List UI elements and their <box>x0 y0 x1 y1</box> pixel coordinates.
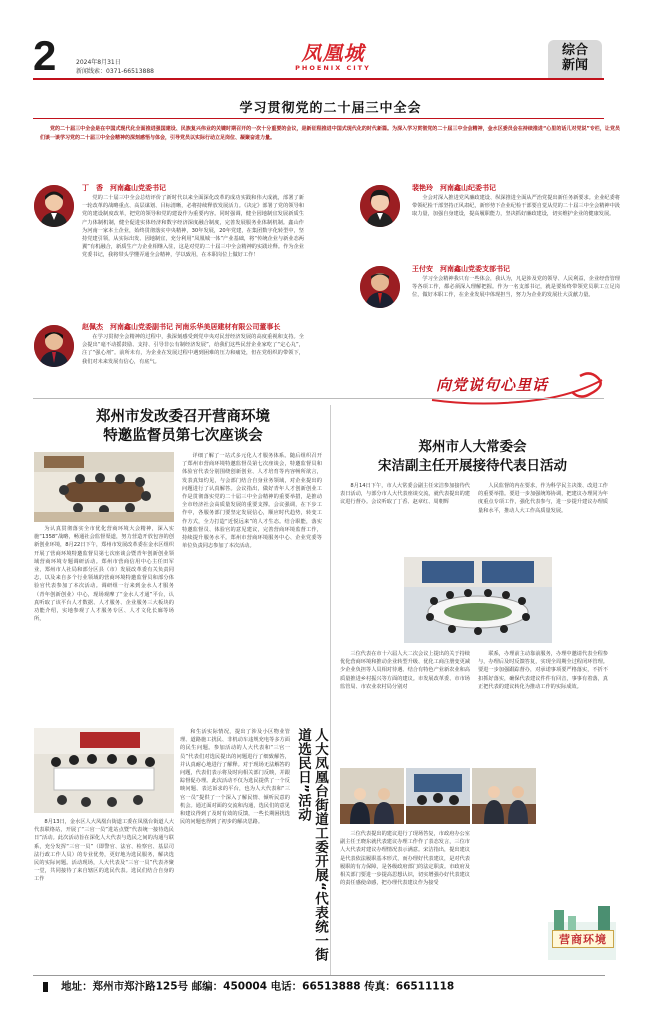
section-divider <box>33 398 604 399</box>
article2-col5-text: 三位代表提出的建议进行了现场答复，市政府办公室副主任王晓东就代表建议办理工作作了表态发言，三位市人大代表对建议办理情况表示满意。宋洁指出，提出建议是代表依法履职基本形式，而办理好代表建议，是对代表履职的有力保障，是各级政府部门的法定职责。市政府及相关部门要进一步提高思想认识，切实增强办好代表建议的责任感使命感，把办理代表建议作为接受 <box>340 831 470 887</box>
article2-title-line1: 郑州市人大常委会 <box>418 439 527 455</box>
masthead-rule <box>33 78 604 80</box>
article2-col3 <box>340 650 470 691</box>
badge-text: 营商环境 <box>552 930 614 948</box>
person2-text <box>82 333 304 366</box>
article1-col2-text: 详细了解了一站式多元化人才服务体系。随后组织召开了郑州市营商环境特邀监督员第七次座谈会，特邀监督员和体验官代表分别围绕创新创业、人才培育等内容畅所欲言，发表真知灼见，与会部门结合自身业务领域，对企业提出的问题进行了认真解答。会议指出，做好青年人才创新创业工作是贯彻落实党的二十届三中全会精神的重要举措，是推动全市经济社会高质量发展的重要支撑。会议强调，在下步工作中，各服务部门要坚定发展信心，顺应时代趋势，转变工作方式，全力打造“近悦远来”的人才生态。结合职能，落实特邀监督员、体验官的意见建议，完善营商环境监督工作，持续提升服务水平。郑州市营商环境服务中心、企业党委等单位负责同志参加了本次活动。 <box>182 453 322 550</box>
person4-text <box>412 275 620 300</box>
person1-text <box>82 194 304 260</box>
column-divider <box>330 405 331 990</box>
article2-headline <box>340 438 605 476</box>
footer-bar <box>33 975 605 995</box>
section-tab <box>548 40 602 78</box>
person1-paragraph: 党的二十届三中全会总结评价了新时代以来全面深化改革的成功实践和伟大成就，部署了新一轮改革的战略重点、高层谋划、目标清晰，必将持续释放发展活力。《决定》部署了党的领导和党的建设制度改革，把党的领导和党的建设作为重要内容。同时强调，健全因地制宜发展新质生产力体制机制，健全促进实体经济和数字经济深度融合制度，完善发展服务业体制机制。鑫山作为河南一家本土企业，始终贯彻落实中央精神，30年发展，20年党建，在集团数字化转型中，坚持党建引领，从实际出发、因地制宜，充分利用“凤凰城一体”产业基础，将“传统企业与新业态两翼”有机融合，新质生产力企业相继入驻，这是对党的二十届三中全会精神的实践诠释。作为企业党委书记，我将带头学懂弄通全会精神，学以致用，在本职岗位上做好工作！ <box>82 195 304 259</box>
article1-col1-text: 为认真贯彻落实全市优化营商环境大会精神，深入实施“1358”战略，畅通社会监督渠道，努力营造开放包容的创新创业环境，8月22日下午，郑州市发展改革委在金水区组织开展了营商环境特邀监督员第七次座谈会暨青年创新创业领域营商环境专题调研活动。郑州市营商信用中心主任田军业，郑州市人社局和部分区县（市）发展改革委有关负责同志，以及来自多个行业领域的营商环境特邀监督员和部分体验官代表参加了本次活动。调研组一行来到金水人才服务（青年创新创业）中心，现场观摩了“金水人才通”平台，认真听取了该平台人才数据、人才服务、企业服务三大板块的功能介绍，实地参观了人才服务专区、人才文化长廊等场所， <box>34 526 174 623</box>
business-environment-badge <box>548 902 616 960</box>
footer-marker <box>43 982 48 992</box>
article2-col4-text: 联系，办理前主动靠前服务，办理中邀请代表全程参与，办理后及时反馈答复，实现全周期全过程闭环管理。要进一步加强跟踪督办，对承诺事项要严格落实，不折不扣抓好落实，确保代表建议件件有回音，事事有着落，真正把代表的建议转化为推动工作的实际成效。 <box>478 651 608 690</box>
person2-paragraph: 在学习贯彻全会精神的过程中，我深刻感受到党中央对民营经济发展的高度重视和支持。全会提出“毫不动摇鼓励、支持、引导非公有制经济发展”，给我们这些民营企业家吃了“定心丸”，注了“强心剂”。前所未有，为企业在发展过程中遇到困难的压力和痛处，但在党组织的带领下，我们对未来发展有信心，有底气。 <box>82 334 304 365</box>
news-hotline: 新闻线索：0371-66513888 <box>76 68 154 75</box>
slogan-text: 向党说句心里话 <box>436 376 549 394</box>
person3-name: 裴艳玲 河南鑫山纪委书记 <box>412 184 496 192</box>
article1-col1 <box>34 525 174 623</box>
article2-title-line2: 宋洁副主任开展接待代表日活动 <box>378 458 567 474</box>
logo-cn: 凤凰城 <box>301 41 365 65</box>
logo-en: PHOENIX CITY <box>295 64 371 72</box>
article3-title-vertical: 人大凤凰台街道工委开展“代表统一街道选民日”活动 <box>295 728 328 962</box>
article2-photo-left <box>340 768 404 824</box>
feature-title-rule <box>33 118 604 119</box>
article2-photo-right <box>472 768 536 824</box>
article2-col2-text: 人民监督的内在要求，作为科学民主决策、改进工作的重要举措。要进一步加强统筹协调，把建议办理同为年度重点专项工作，强化代表参与，进一步提升建议办理质量和水平，推动人大工作高质量发展。 <box>478 483 608 514</box>
avatar-ding-xiang <box>34 185 74 227</box>
article3-col2 <box>180 728 290 826</box>
article2-col2 <box>478 482 608 515</box>
footer-text: 地址：郑州市郑汴路125号 邮编：450004 电话：66513888 传真：66511118 <box>61 980 455 993</box>
article2-col5 <box>340 830 470 887</box>
article1-col2 <box>182 452 322 550</box>
avatar-zhao-peijie <box>34 325 74 367</box>
article3-photo <box>34 728 174 813</box>
article2-col3-text: 三位代表在市十六届人大二次会议上提出的关于持续优化营商环境和推动企业转型升级、优化工商注册变更减少企业负担等人员相对待遇、结合有特色产业新农业和高质量推进乡村振兴等方面的建议。市发展改革委、市市场监管局、市农业农村局分别对 <box>340 651 470 690</box>
avatar-pei-yanling <box>360 185 400 227</box>
slogan-calligraphy <box>430 370 610 408</box>
article2-col4 <box>478 650 608 691</box>
person3-text <box>412 194 620 219</box>
article1-title-line2: 特邀监督员第七次座谈会 <box>103 428 263 444</box>
person1-name: 丁 香 河南鑫山党委书记 <box>82 184 166 192</box>
article1-photo <box>34 452 174 522</box>
issue-date: 2024年8月31日 <box>76 59 121 66</box>
article3-col1 <box>34 818 174 884</box>
section-label-line1: 综合 <box>561 43 588 58</box>
article2-col1 <box>340 482 470 507</box>
article2-photo-center <box>406 768 470 824</box>
feature-intro: 党的二十届三中全会是在中国式现代化全面推进强国建设、民族复兴伟业的关键时期召开的一次十分重要的会议，是新征程推进中国式现代化的时代新篇。为深入学习贯彻党的二十届三中全会精神，金水区委员会在持续推进“心里的话儿对党说”专栏，让党员们谈一谈学习党的二十届三中全会精神的深刻感悟与体会，引导党员以实际行动立足岗位、凝聚奋进力量。 <box>40 126 620 141</box>
article2-col1-text: 8月14日下午，市人大常委会副主任宋洁参加接待代表日活动，与部分市人大代表座谈交流，就代表提出的建议进行督办。会议听取了丁香、赵章红、周朝辉 <box>340 483 470 506</box>
person3-paragraph: 全会对深入推进党风廉政建设、纵深推进全面从严治党提出新任务新要求。企业纪委将带领纪检干部坚持正风肃纪，新形势下企业纪检干部要自觉从党的二十届三中全会精神中汲取力量，加强自身建设，提高履职能力，坚决抓好廉政建设，切实维护企业的健康发展。 <box>412 195 620 218</box>
article3-col2-text: 和生活实际情况，提出了涉及小区物业管理、道路施工扰民、非机动车违规充电等多方面的民生问题。参加活动的人大代表和“三官一员”代表们对选民提出的问题进行了细致解答，并认真耐心地进行了解释。对于现场无法解答的问题，代表们表示将及时向相关部门反映，并跟踪督促办理。此次活动不仅为选民提供了一个反映问题、表达诉求的平台，也为人大代表和“三官一员”提供了一个深入了解民情、倾听民意的机会。通过面对面的交流和沟通，选民们的意见和建议得到了及时有效的反馈，一些长期困扰选民的问题也得到了初步的解决思路。 <box>180 729 290 826</box>
person4-paragraph: 学习全会精神我只有一些体会，我认为，凡是涉及党的领导、人民利益，企业经营管理等各项工作，都必须深入理解把握。作为一名支部书记，就是要始终带领党员职工立足岗位，做好本职工作，在企业发展中体现担当，努力为企业的发展壮大贡献力量。 <box>412 276 620 299</box>
person4-name: 王付安 河南鑫山党委支部书记 <box>412 265 510 273</box>
section-label-line2: 新闻 <box>561 58 588 73</box>
person2-name: 赵佩杰 河南鑫山党委副书记 河南乐华美居建材有限公司董事长 <box>82 323 281 331</box>
paper-logo <box>278 42 388 72</box>
article2-photo-main <box>404 557 552 643</box>
page-number: 2 <box>33 32 57 79</box>
feature-title: 学习贯彻党的二十届三中全会 <box>239 101 422 116</box>
article1-title-line1: 郑州市发改委召开营商环境 <box>96 409 270 425</box>
article1-headline <box>33 408 333 446</box>
avatar-wang-fuan <box>360 266 400 308</box>
article3-col1-text: 8月13日，金水区人大凤凰台街道工委在凤凰台街道人大代表联络站，开展了“三官一员”进站点暨“代表统一接待选民日”活动。此次活动旨在深化人大代表与选民之间的沟通与联系，充分发挥“三官一员”（即警官、法官、检察官、基层司法行政工作人员）的专业优势，更好地为选民服务，解决选民的实际问题。活动现场，人大代表及“三官一员”代表齐聚一堂，共同接待了来自辖区的选民代表。选民们结合自身的工作 <box>34 819 174 883</box>
